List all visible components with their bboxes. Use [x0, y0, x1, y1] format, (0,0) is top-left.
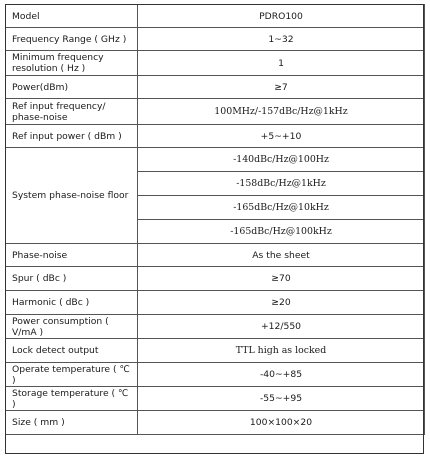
- table-row: [6, 76, 425, 99]
- table-row: [6, 99, 425, 125]
- row-label-phase-noise-floor: System phase-noise floor: [6, 148, 138, 244]
- table-row: [6, 339, 425, 363]
- table-row: [6, 148, 425, 172]
- row-value-power: ≥7: [138, 76, 425, 99]
- table-row: [6, 244, 425, 267]
- table-row: [6, 125, 425, 148]
- table-row: [6, 5, 425, 28]
- row-label-model: Model: [6, 5, 138, 28]
- row-label-spur: Spur ( dBc ): [6, 267, 138, 291]
- table-row: [6, 291, 425, 315]
- row-value-operate-temperature: -40~+85: [138, 363, 425, 387]
- table-row: [6, 28, 425, 51]
- table-row: [6, 363, 425, 387]
- row-value-size: 100×100×20: [138, 411, 425, 435]
- row-value-ref-input-frequency: 100MHz/-157dBc/Hz@1kHz: [138, 99, 425, 125]
- row-label-size: Size ( mm ): [6, 411, 138, 435]
- row-value-storage-temperature: -55~+95: [138, 387, 425, 411]
- row-value-lock-detect: TTL high as locked: [138, 339, 425, 363]
- row-label-power: Power(dBm): [6, 76, 138, 99]
- table-row: [6, 267, 425, 291]
- row-value-harmonic: ≥20: [138, 291, 425, 315]
- row-label-ref-input-power: Ref input power ( dBm ): [6, 125, 138, 148]
- row-label-frequency-range: Frequency Range ( GHz ): [6, 28, 138, 51]
- row-value-phase-noise-floor-100khz: -165dBc/Hz@100kHz: [138, 220, 425, 244]
- row-value-ref-input-power: +5~+10: [138, 125, 425, 148]
- table-row: [6, 51, 425, 76]
- row-value-phase-noise-floor-1khz: -158dBc/Hz@1kHz: [138, 172, 425, 196]
- row-value-phase-noise-floor-100hz: -140dBc/Hz@100Hz: [138, 148, 425, 172]
- row-value-spur: ≥70: [138, 267, 425, 291]
- row-label-power-consumption: Power consumption ( V/mA ): [6, 315, 138, 339]
- row-value-model: PDRO100: [138, 5, 425, 28]
- row-label-phase-noise: Phase-noise: [6, 244, 138, 267]
- table-row: [6, 411, 425, 435]
- row-value-frequency-range: 1~32: [138, 28, 425, 51]
- row-value-phase-noise-floor-10khz: -165dBc/Hz@10kHz: [138, 196, 425, 220]
- row-label-operate-temperature: Operate temperature ( ℃ ): [6, 363, 138, 387]
- table-row: [6, 387, 425, 411]
- row-label-lock-detect: Lock detect output: [6, 339, 138, 363]
- row-label-harmonic: Harmonic ( dBc ): [6, 291, 138, 315]
- row-label-min-resolution: Minimum frequency resolution ( Hz ): [6, 51, 138, 76]
- row-value-phase-noise: As the sheet: [138, 244, 425, 267]
- row-label-storage-temperature: Storage temperature ( ℃ ): [6, 387, 138, 411]
- row-value-power-consumption: +12/550: [138, 315, 425, 339]
- row-label-ref-input-frequency: Ref input frequency/ phase-noise: [6, 99, 138, 125]
- table-row: [6, 315, 425, 339]
- row-value-min-resolution: 1: [138, 51, 425, 76]
- spec-table: [5, 4, 425, 435]
